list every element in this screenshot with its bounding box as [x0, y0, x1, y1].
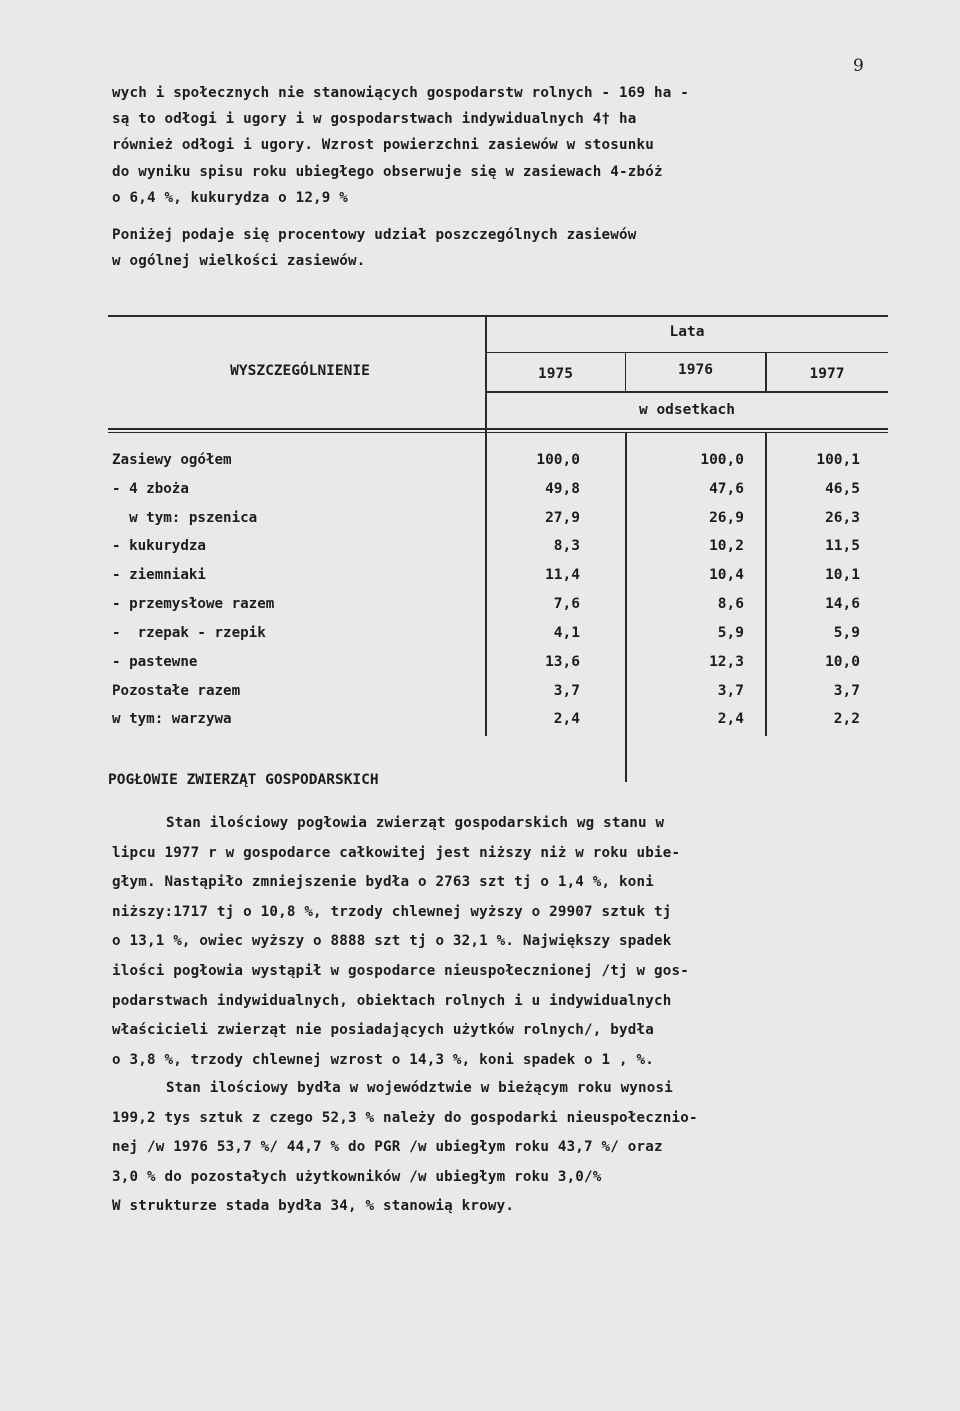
text-line: są to odłogi i ugory i w gospodarstwach indywidualnych 4† ha [112, 111, 637, 128]
cell-1975: 13,6 [545, 654, 580, 670]
cell-1975: 8,3 [553, 538, 580, 554]
cell-1975: 3,7 [553, 683, 580, 699]
text-line: o 6,4 %, kukurydza o 12,9 % [112, 189, 349, 206]
cell-1975: 27,9 [545, 510, 580, 526]
text-line: niższy:1717 tj o 10,8 %, trzody chlewnej wyższy o 29907 sztuk tj [112, 903, 672, 920]
row-label: - 4 zboża [112, 481, 189, 497]
cell-1977: 10,1 [825, 567, 860, 583]
text-line: głym. Nastąpiło zmniejszenie bydła o 2763 szt tj o 1,4 %, koni [112, 874, 654, 891]
text-line: Poniżej podaje się procentowy udział poszczególnych zasiewów [112, 227, 637, 243]
row-label: - rzepak - rzepik [112, 625, 266, 641]
row-label: Zasiewy ogółem [112, 452, 232, 468]
text-line: podarstwach indywidualnych, obiektach rolnych i u indywidualnych [112, 992, 672, 1009]
cell-1975: 4,1 [553, 625, 580, 641]
table-top-rule [108, 315, 888, 317]
section-title: POGŁOWIE ZWIERZĄT GOSPODARSKICH [108, 772, 379, 788]
text-line: ilości pogłowia wystąpił w gospodarce nieuspołecznionej /tj w gos- [112, 962, 689, 979]
cell-1976: 2,4 [717, 711, 744, 727]
cell-1977: 10,0 [825, 654, 860, 670]
text-line: do wyniku spisu roku ubiegłego obserwuje się w zasiewach 4-zbóż [112, 163, 663, 180]
cell-1976: 10,2 [709, 538, 744, 554]
row-label: Pozostałe razem [112, 683, 241, 699]
year-1976: 1976 [678, 362, 713, 378]
text-line: w ogólnej wielkości zasiewów. [112, 253, 366, 270]
header-bottom-rule-2 [108, 432, 888, 433]
cell-1975: 7,6 [553, 596, 580, 612]
cattle-paragraph [112, 1074, 698, 1222]
text-line: o 13,1 %, owiec wyższy o 8888 szt tj o 32,1 %. Największy spadek [112, 933, 672, 950]
page-number: 9 [853, 56, 864, 76]
cell-1977: 100,1 [816, 452, 860, 468]
intro-paragraph [112, 80, 689, 211]
years-bottom-rule [486, 391, 888, 393]
cell-1976: 10,4 [709, 567, 744, 583]
text-line: wych i społecznych nie stanowiących gospodarstw rolnych - 169 ha - [112, 85, 689, 101]
years-rule [486, 352, 888, 353]
lead-note-paragraph [112, 222, 637, 274]
row-label: - ziemniaki [112, 567, 206, 583]
text-line: właścicieli zwierząt nie posiadających użytków rolnych/, bydła [112, 1022, 654, 1039]
year-1977: 1977 [809, 366, 845, 382]
col-divider-1-body [625, 432, 627, 782]
text-line: o 3,8 %, trzody chlewnej wzrost o 14,3 %, koni spadek o 1 , %. [112, 1051, 654, 1068]
cell-1977: 5,9 [833, 625, 860, 641]
text-line: 199,2 tys sztuk z czego 52,3 % należy do gospodarki nieuspołeczniо- [112, 1109, 698, 1126]
cell-1977: 3,7 [833, 683, 860, 699]
text-line: 3,0 % do pozostałych użytkowników /w ubiegłym roku 3,0/% [112, 1168, 602, 1185]
text-line: Stan ilościowy pogłowia zwierząt gospodarskich wg stanu w [166, 815, 665, 831]
year-1975: 1975 [538, 366, 573, 382]
cell-1975: 2,4 [553, 711, 580, 727]
text-line: nej /w 1976 53,7 %/ 44,7 % do PGR /w ubiegłym roku 43,7 %/ oraz [112, 1139, 663, 1156]
cell-1975: 49,8 [545, 481, 580, 497]
text-line: W strukturze stada bydła 34, % stanowią krowy. [112, 1198, 515, 1215]
text-line: Stan ilościowy bydła w województwie w bieżącym roku wynosi [166, 1080, 674, 1096]
cell-1976: 12,3 [709, 654, 744, 670]
row-label: - kukurydza [112, 538, 206, 554]
cell-1977: 11,5 [825, 538, 860, 554]
livestock-paragraph [112, 809, 689, 1075]
row-label: - pastewne [112, 654, 198, 670]
cell-1976: 26,9 [709, 510, 744, 526]
unit-label: w odsetkach [638, 402, 736, 418]
cell-1976: 100,0 [700, 452, 744, 468]
header-label: WYSZCZEGÓLNIENIE [230, 363, 370, 379]
text-line: również odłogi i ugory. Wzrost powierzchni zasiewów w stosunku [112, 137, 654, 154]
cell-1977: 46,5 [825, 481, 860, 497]
years-label: Lata [669, 324, 705, 340]
cell-1976: 5,9 [717, 625, 744, 641]
cell-1976: 47,6 [709, 481, 744, 497]
col-divider-2-body [765, 432, 767, 736]
cell-1975: 100,0 [536, 452, 580, 468]
row-label: w tym: pszenica [112, 510, 258, 526]
cell-1977: 26,3 [825, 510, 860, 526]
cell-1977: 14,6 [825, 596, 860, 612]
row-label: w tym: warzywa [112, 711, 232, 727]
cell-1976: 3,7 [717, 683, 744, 699]
cell-1975: 11,4 [545, 567, 580, 583]
cell-1976: 8,6 [717, 596, 744, 612]
cell-1977: 2,2 [833, 711, 860, 727]
header-bottom-rule [108, 428, 888, 430]
row-label: - przemysłowe razem [112, 596, 275, 612]
text-line: lipcu 1977 r w gospodarce całkowitej jest niższy niż w roku ubie- [112, 844, 681, 861]
